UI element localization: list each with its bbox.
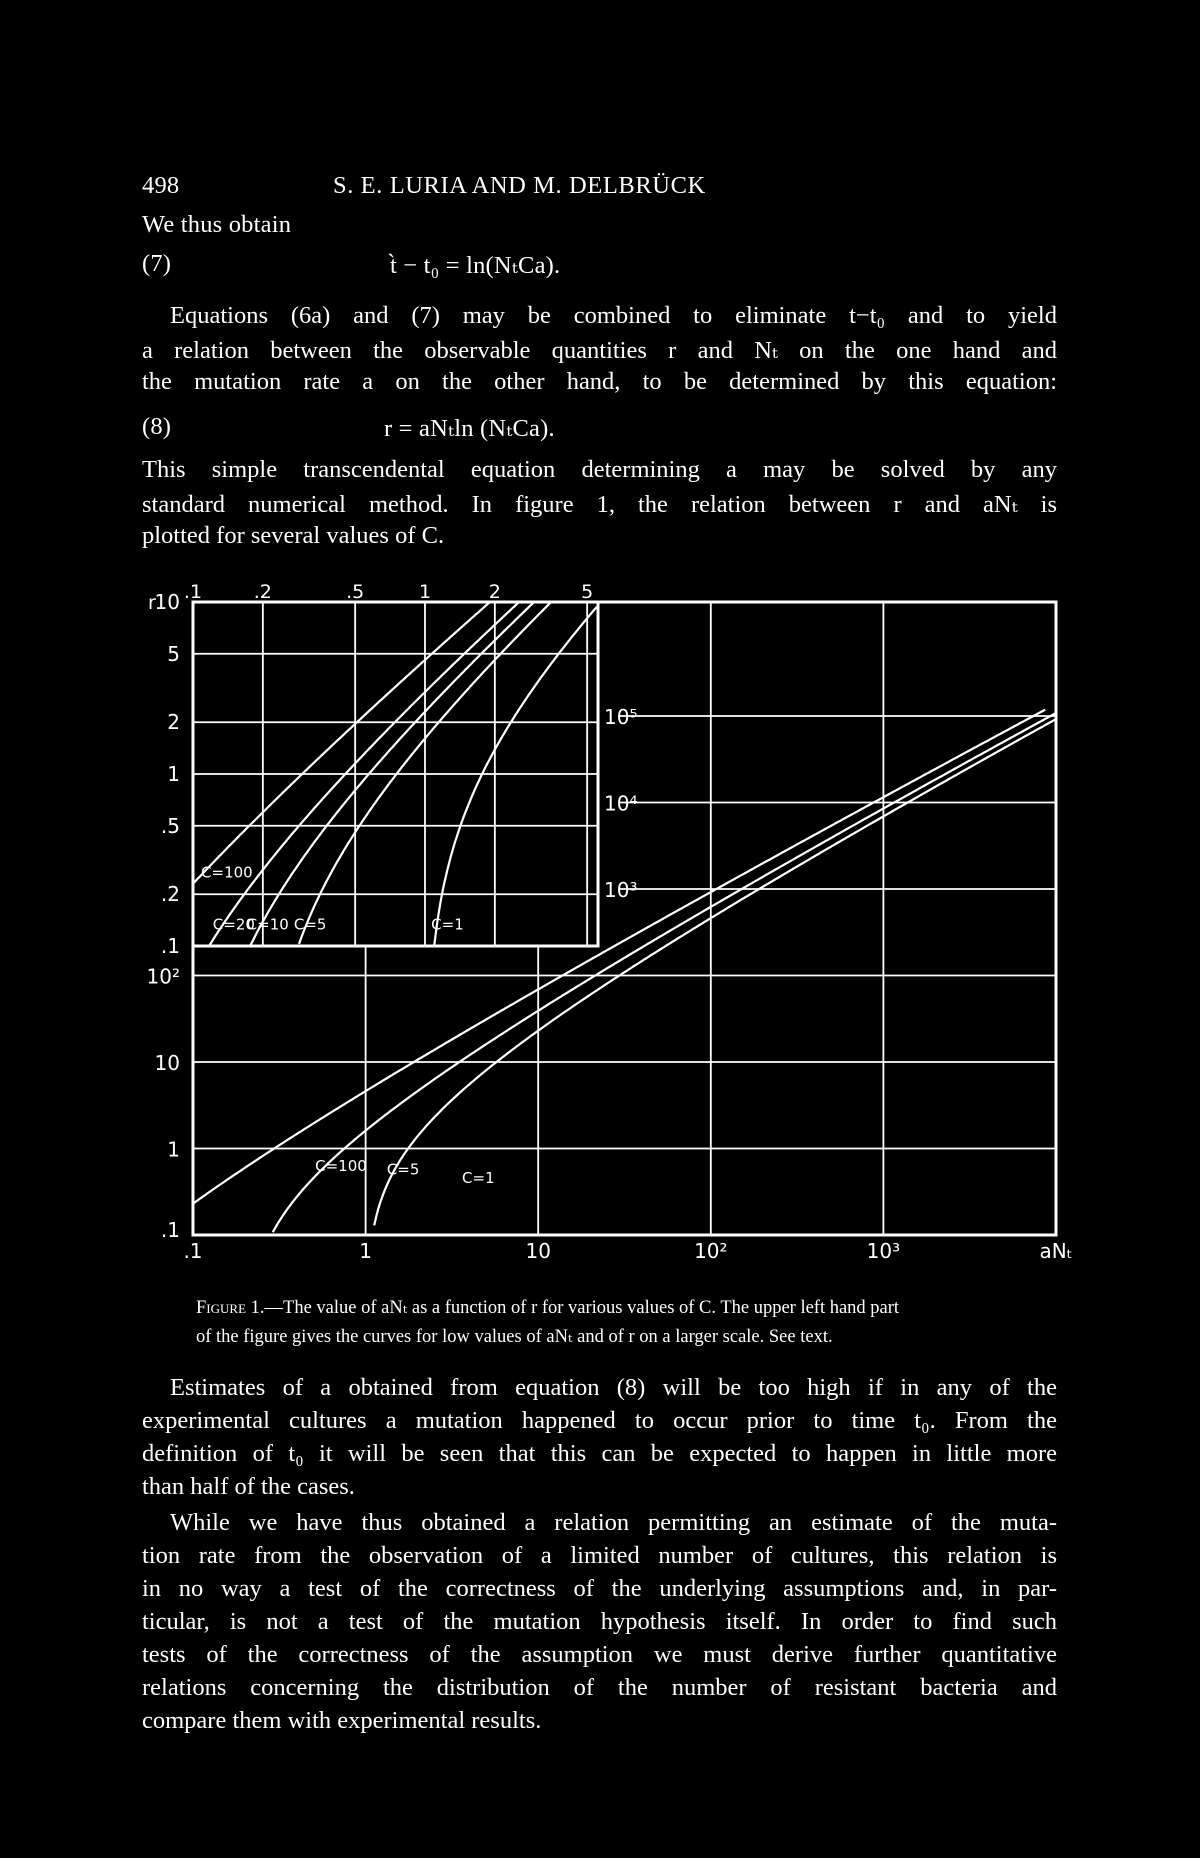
main-x-axis-label: aNₜ: [1039, 1239, 1073, 1263]
paragraph-line: the mutation rate a on the other hand, to be determined by this equation:: [142, 368, 1057, 395]
main-y-tick-label: 10³: [604, 878, 638, 902]
paragraph-line: definition of t₀ it will be seen that this can be expected to happen in little more: [142, 1440, 1057, 1467]
inset-y-tick-label: 10: [154, 590, 180, 614]
main-curve-label: C=5: [386, 1160, 420, 1179]
figure-caption-text-1: —The value of aNₜ as a function of r for various values of C. The upper left hand part: [264, 1298, 900, 1318]
main-x-tick-label: 10³: [866, 1239, 901, 1263]
inset-y-tick-label: .2: [160, 882, 180, 907]
main-x-tick-label: 1: [359, 1239, 372, 1263]
main-y-tick-label: 1: [167, 1137, 180, 1162]
main-x-tick-label: 10: [525, 1239, 551, 1263]
inset-y-axis-label: r: [148, 592, 156, 614]
figure-caption-label: Figure 1.: [196, 1298, 265, 1318]
figure-caption-line-2: of the figure gives the curves for low values of aNₜ and of r on a larger scale. See text.: [196, 1327, 833, 1347]
inset-x-tick-label: 1: [418, 581, 432, 603]
paragraph-line: tion rate from the observation of a limited number of cultures, this relation is: [142, 1542, 1057, 1569]
equation-7: t̀ − t₀ = ln(NₜCa).: [390, 252, 561, 279]
paragraph-line: tests of the correctness of the assumption we must derive further quantitative: [142, 1641, 1057, 1668]
paragraph-line: Equations (6a) and (7) may be combined to eliminate t−t₀ and to yield: [170, 302, 1057, 329]
figure-caption-line-1: [196, 1297, 899, 1319]
paragraph-line: experimental cultures a mutation happened to occur prior to time t₀. From the: [142, 1407, 1057, 1434]
paragraph-line: a relation between the observable quantities r and Nₜ on the one hand and: [142, 337, 1057, 364]
paragraph-line: This simple transcendental equation determining a may be solved by any: [142, 456, 1057, 483]
main-x-tick-label: 10²: [694, 1239, 728, 1263]
paragraph-line: compare them with experimental results.: [142, 1707, 542, 1734]
lead-text: We thus obtain: [142, 211, 292, 238]
inset-curve-label: C=20: [212, 915, 255, 934]
main-x-tick-label: .1: [183, 1239, 203, 1263]
inset-y-tick-label: .1: [160, 934, 180, 958]
equation-8: r = aNₜln (NₜCa).: [384, 415, 555, 442]
paragraph-line: relations concerning the distribution of the number of resistant bacteria and: [142, 1674, 1057, 1701]
main-y-tick-label: .1: [160, 1218, 180, 1242]
inset-y-tick-label: 1: [167, 762, 180, 786]
main-curve-label: C=1: [462, 1168, 495, 1187]
main-y-tick-label: 10⁴: [604, 791, 638, 816]
inset-y-tick-label: 5: [167, 641, 180, 666]
paragraph-line: Estimates of a obtained from equation (8) will be too high if in any of the: [170, 1374, 1057, 1401]
page-number: 498: [142, 172, 180, 199]
equation-7-number: (7): [142, 250, 172, 277]
equation-8-number: (8): [142, 413, 172, 440]
main-y-tick-label: 10: [154, 1051, 180, 1075]
inset-y-tick-label: 2: [167, 710, 180, 735]
inset-y-tick-label: .5: [160, 813, 180, 838]
inset-curve-label: C=1: [431, 915, 464, 934]
running-title: S. E. LURIA AND M. DELBRÜCK: [333, 172, 706, 199]
paragraph-line: than half of the cases.: [142, 1473, 355, 1500]
inset-x-tick-label: .5: [346, 581, 365, 603]
inset-curve-label: C=5: [293, 915, 327, 934]
main-y-tick-label: 10⁵: [604, 705, 638, 729]
inset-x-tick-label: 5: [581, 581, 594, 603]
inset-x-tick-label: .2: [253, 581, 272, 603]
inset-x-tick-label: 2: [488, 581, 501, 603]
figure-1-chart: [0, 560, 1200, 1280]
inset-x-tick-label: .1: [183, 581, 203, 603]
inset-curve-label: C=10: [246, 915, 289, 934]
main-curve-label: C=100: [315, 1156, 367, 1175]
inset-curve-label: C=100: [201, 863, 253, 882]
paragraph-line: in no way a test of the correctness of the underlying assumptions and, in par-: [142, 1575, 1057, 1602]
main-y-tick-label: 10²: [146, 964, 180, 989]
paragraph-line: While we have thus obtained a relation permitting an estimate of the muta-: [170, 1509, 1057, 1536]
paragraph-line: ticular, is not a test of the mutation hypothesis itself. In order to find such: [142, 1608, 1057, 1635]
paragraph-line: plotted for several values of C.: [142, 522, 445, 549]
paragraph-line: standard numerical method. In figure 1, the relation between r and aNₜ is: [142, 491, 1057, 518]
